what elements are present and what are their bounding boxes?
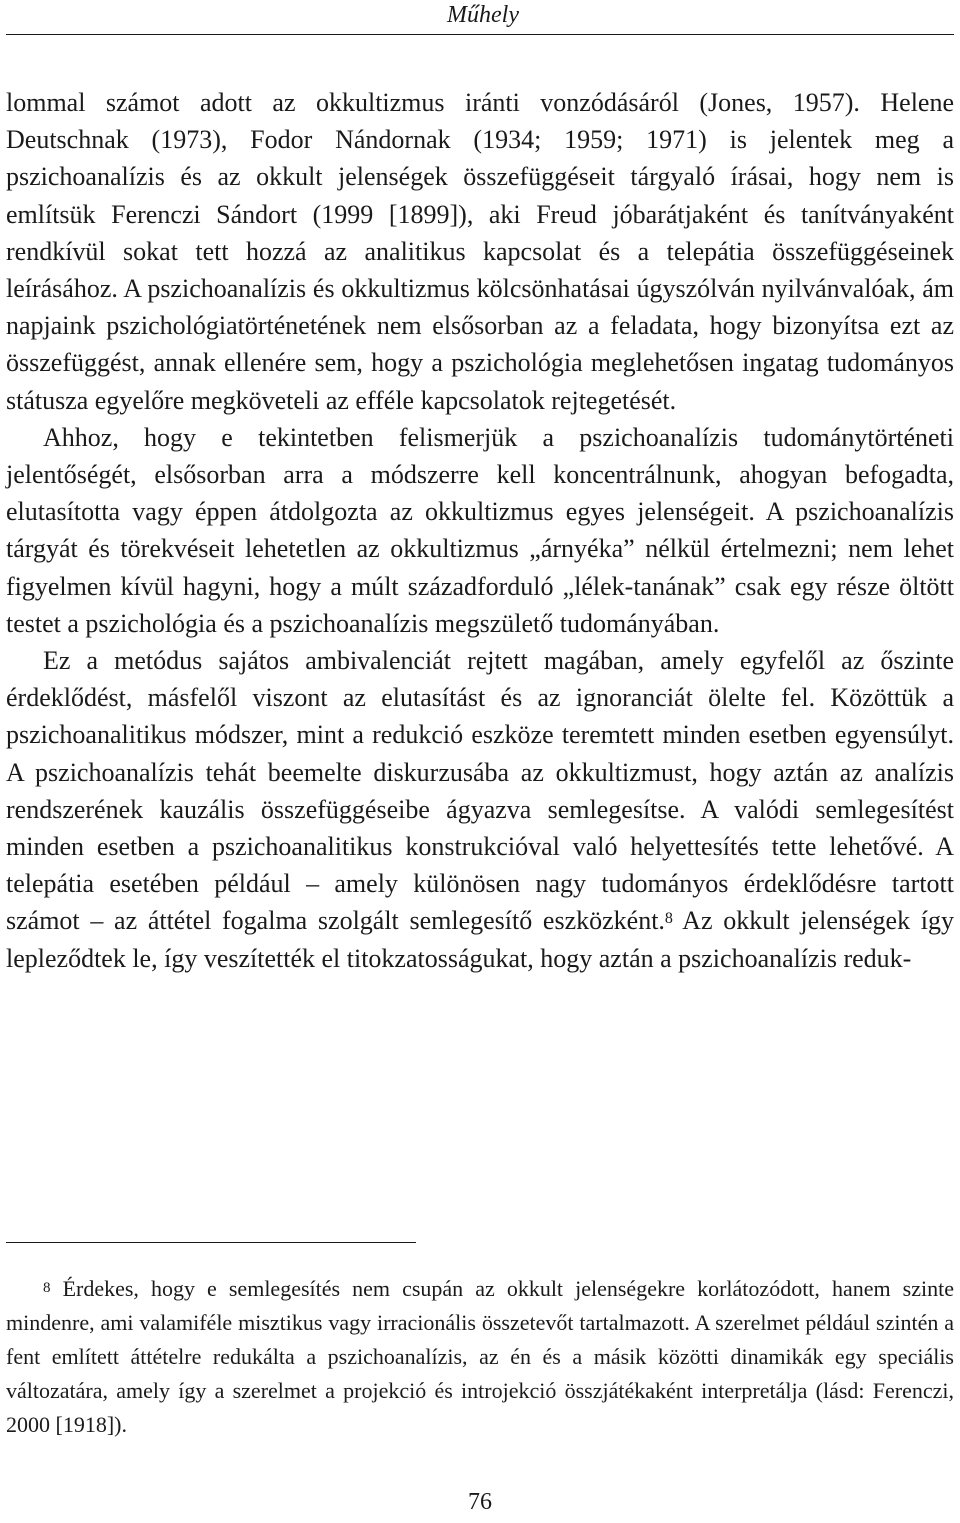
running-header — [6, 0, 954, 35]
footnote-reference: 8 — [664, 910, 673, 928]
main-text — [6, 84, 954, 977]
page-number: 76 — [468, 1489, 492, 1515]
footnote-number: 8 — [43, 1280, 51, 1296]
paragraph-2: Ahhoz, hogy e tekintetben felismerjük a pszichoanalízis tudománytörténeti jelentőségét, elsősorban arra a módszerre kell koncentrálnunk, ahogyan befogadta, elutasította vagy éppen átdolgozta az okkultizmus egyes jelenségeit. A pszichoanalízis tárgyát és törekvéseit lehetetlen az okkultizmus „árnyéka” nélkül értelmezni; nem lehet figyelmen kívül hagyni, hogy a múlt századforduló „lélek-tanának” csak egy része öltött testet a pszichológia és a pszichoanalízis megszülető tudományában. — [6, 422, 954, 638]
section-title: Műhely — [447, 2, 519, 28]
footnote-text: Érdekes, hogy e semlegesítés nem csupán az okkult jelenségekre korlátozódott, hanem szinte mindenre, ami valamiféle misztikus vagy irracionális összetevőt tartalmazott. A szerelmet például szintén a fent említett áttételre redukálta a pszichoanalízis, az én és a másik közötti dinamikák egy speciális változatára, amely így a szerelmet a projekció és introjekció összjátékaként interpretálja (lásd: Ferenczi, 2000 [1918]). — [6, 1276, 954, 1437]
paragraph-3 — [6, 642, 954, 977]
paragraph-3-text-end: Az okkult jelenségek így lepleződtek le, így veszítették el titokzatosságukat, hogy aztán a pszichoanalízis reduk- — [6, 906, 954, 973]
paragraph-3-text-start: Ez a metódus sajátos ambivalenciát rejtett magában, amely egyfelől az őszinte érdeklődést, másfelől viszont az elutasítást és az ignoranciát ölelte fel. Közöttük a pszichoanalitikus módszer, mint a redukció eszköze teremtett minden esetben egyensúlyt. A pszichoanalízis tehát beemelte diskurzusába az okkultizmust, hogy aztán az analízis rendszerének kauzális összefüggéseibe ágyazva semlegesítse. A valódi semlegesítést minden esetben a pszichoanalitikus konstrukcióval való helyettesítés tette lehetővé. A telepátia esetében például – amely különösen nagy tudományos érdeklődésre tartott számot – az áttétel fogalma szolgált semlegesítő eszközként. — [6, 646, 954, 936]
paragraph-1: lommal számot adott az okkultizmus iránti vonzódásáról (Jones, 1957). Helene Deutschnak (1973), Fodor Nándornak (1934; 1959; 1971) is jelentek meg a pszichoanalízis és az okkult jelenségek összefüggéseit tárgyaló írásai, hogy nem is említsük Ferenczi Sándort (1999 [1899]), aki Freud jóbarátjaként és tanítványaként rendkívül sokat tett hozzá az analitikus kapcsolat és a telepátia összefüggéseinek leírásához. A pszichoanalízis és okkultizmus kölcsönhatásai úgyszólván nyilvánvalóak, ám napjaink pszichológiatörténetének nem elsősorban az a feladata, hogy bizonyítsa ezt az összefüggést, annak ellenére sem, hogy a pszichológia meglehetősen ingatag tudományos státusza egyelőre megköveteli az efféle kapcsolatok rejtegetését. — [6, 88, 954, 415]
footnote-separator — [6, 1242, 416, 1243]
footnote-8 — [6, 1272, 954, 1442]
